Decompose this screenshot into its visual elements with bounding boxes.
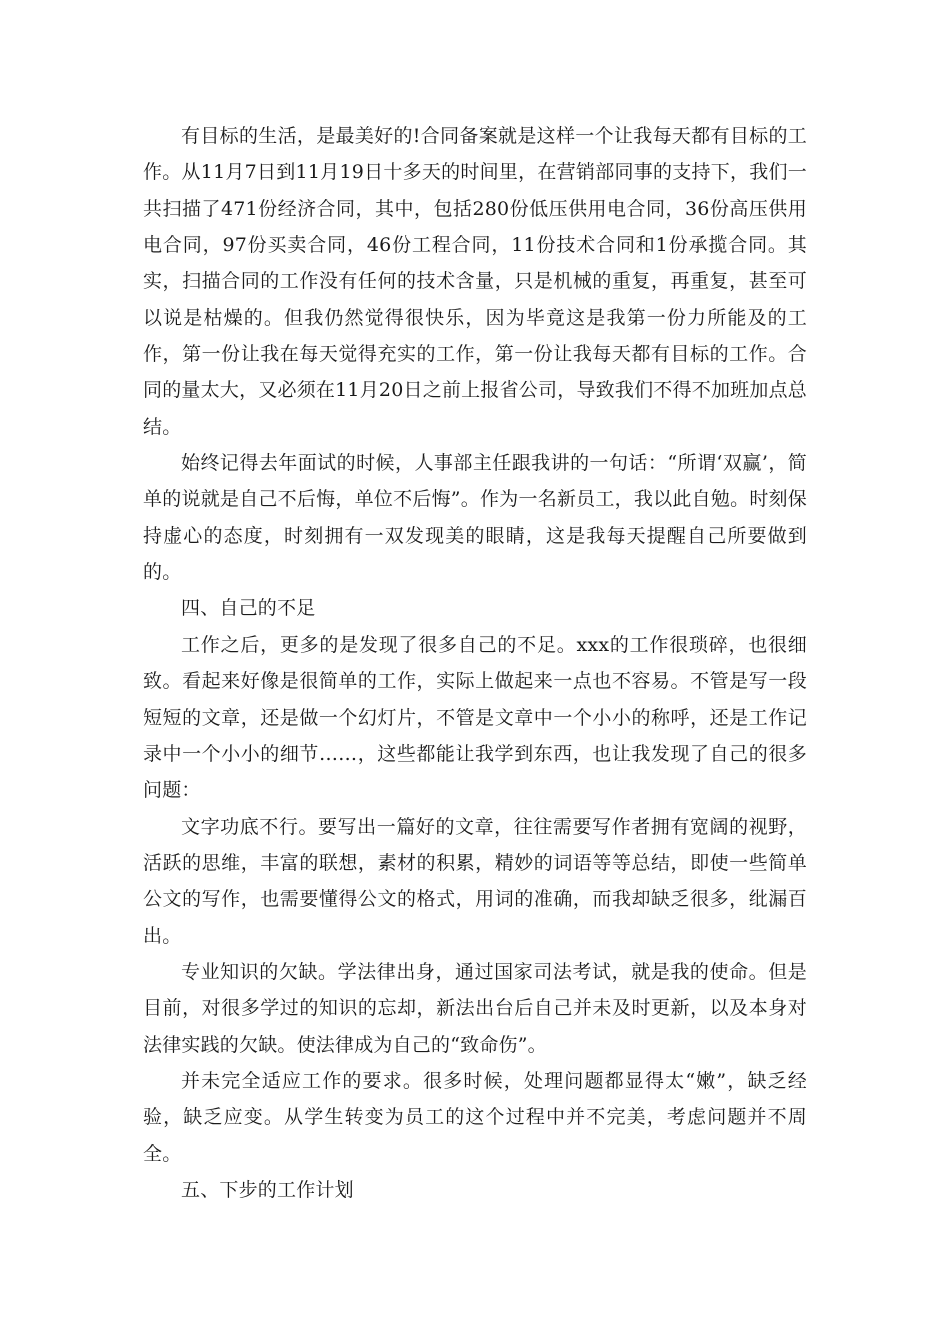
paragraph-work-adaptation: 并未完全适应工作的要求。很多时候，处理问题都显得太“嫩”，缺乏经验，缺乏应变。从学生转变为员工的这个过程中并不完美，考虑问题并不周全。 bbox=[143, 1069, 807, 1165]
paragraph-shortcomings-intro: 工作之后，更多的是发现了很多自己的不足。xxx的工作很琐碎，也很细致。看起来好像是很简单的工作，实际上做起来一点也不容易。不管是写一段短短的文章，还是做一个幻灯片，不管是文章中一个小小的称呼，还是工作记录中一个小小的细节……，这些都能让我学到东西，也让我发现了自己的很多问题： bbox=[143, 633, 807, 802]
section-heading-shortcomings: 四、自己的不足 bbox=[181, 597, 316, 620]
document-body bbox=[143, 118, 807, 1208]
paragraph-contract-filing: 有目标的生活，是最美好的!合同备案就是这样一个让我每天都有目标的工作。从11月7日到11月19日十多天的时间里，在营销部同事的支持下，我们一共扫描了471份经济合同，其中，包括280份低压供用电合同，36份高压供用电合同，97份买卖合同，46份工程合同，11份技术合同和1份承揽合同。其实，扫描合同的工作没有任何的技术含量，只是机械的重复，再重复，甚至可以说是枯燥的。但我仍然觉得很快乐，因为毕竟这是我第一份力所能及的工作，第一份让我在每天觉得充实的工作，第一份让我每天都有目标的工作。合同的量太大，又必须在11月20日之前上报省公司，导致我们不得不加班加点总结。 bbox=[143, 125, 807, 438]
section-heading-next-plan: 五、下步的工作计划 bbox=[181, 1178, 354, 1201]
paragraph-writing-skills: 文字功底不行。要写出一篇好的文章，往往需要写作者拥有宽阔的视野，活跃的思维，丰富的联想，素材的积累，精妙的词语等等总结，即使一些简单公文的写作，也需要懂得公文的格式，用词的准确，而我却缺乏很多，纰漏百出。 bbox=[143, 815, 807, 947]
paragraph-interview-memory: 始终记得去年面试的时候，人事部主任跟我讲的一句话：“所谓‘双赢’，简单的说就是自己不后悔，单位不后悔”。作为一名新员工，我以此自勉。时刻保持虚心的态度，时刻拥有一双发现美的眼睛，这是我每天提醒自己所要做到的。 bbox=[143, 452, 807, 584]
paragraph-professional-knowledge: 专业知识的欠缺。学法律出身，通过国家司法考试，就是我的使命。但是目前，对很多学过的知识的忘却，新法出台后自己并未及时更新，以及本身对法律实践的欠缺。使法律成为自己的“致命伤”。 bbox=[143, 960, 807, 1056]
